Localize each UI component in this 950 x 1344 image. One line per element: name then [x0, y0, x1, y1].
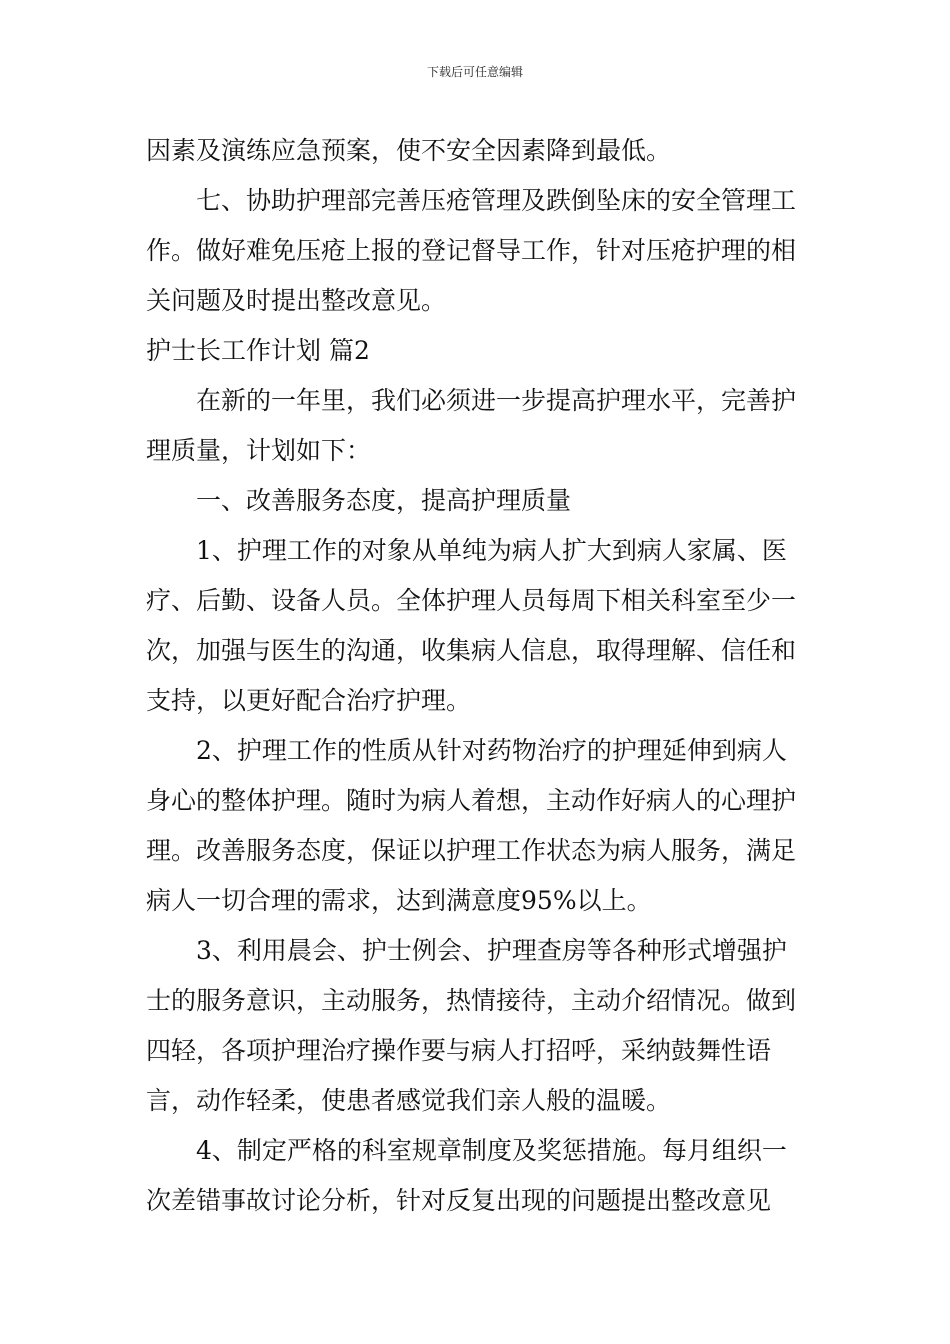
page-header: 下载后可任意编辑 [426, 65, 523, 79]
paragraph-item-1: 1、护理工作的对象从单纯为病人扩大到病人家属、医疗、后勤、设备人员。全体护理人员每周下相关科室至少一次，加强与医生的沟通，收集病人信息，取得理解、信任和支持，以更好配合治疗护理。 [146, 536, 797, 715]
paragraph-subheading: 一、改善服务态度，提高护理质量 [196, 486, 572, 515]
paragraph-item-seven: 七、协助护理部完善压疮管理及跌倒坠床的安全管理工作。做好难免压疮上报的登记督导工作，针对压疮护理的相关问题及时提出整改意见。 [146, 186, 797, 315]
paragraph-intro: 在新的一年里，我们必须进一步提高护理水平，完善护理质量，计划如下： [146, 386, 797, 465]
paragraph-item-2: 2、护理工作的性质从针对药物治疗的护理延伸到病人身心的整体护理。随时为病人着想，主动作好病人的心理护理。改善服务态度，保证以护理工作状态为病人服务，满足病人一切合理的需求，达到满意度95%以上。 [146, 736, 797, 915]
document-body [146, 126, 806, 1226]
paragraph-item-4: 4、制定严格的科室规章制度及奖惩措施。每月组织一次差错事故讨论分析，针对反复出现的问题提出整改意见 [146, 1136, 787, 1215]
paragraph-item-3: 3、利用晨会、护士例会、护理查房等各种形式增强护士的服务意识，主动服务，热情接待，主动介绍情况。做到四轻，各项护理治疗操作要与病人打招呼，采纳鼓舞性语言，动作轻柔，使患者感觉我们亲人般的温暖。 [146, 936, 797, 1115]
section-heading: 护士长工作计划 篇2 [146, 336, 370, 365]
paragraph-continuation: 因素及演练应急预案，使不安全因素降到最低。 [146, 136, 672, 165]
